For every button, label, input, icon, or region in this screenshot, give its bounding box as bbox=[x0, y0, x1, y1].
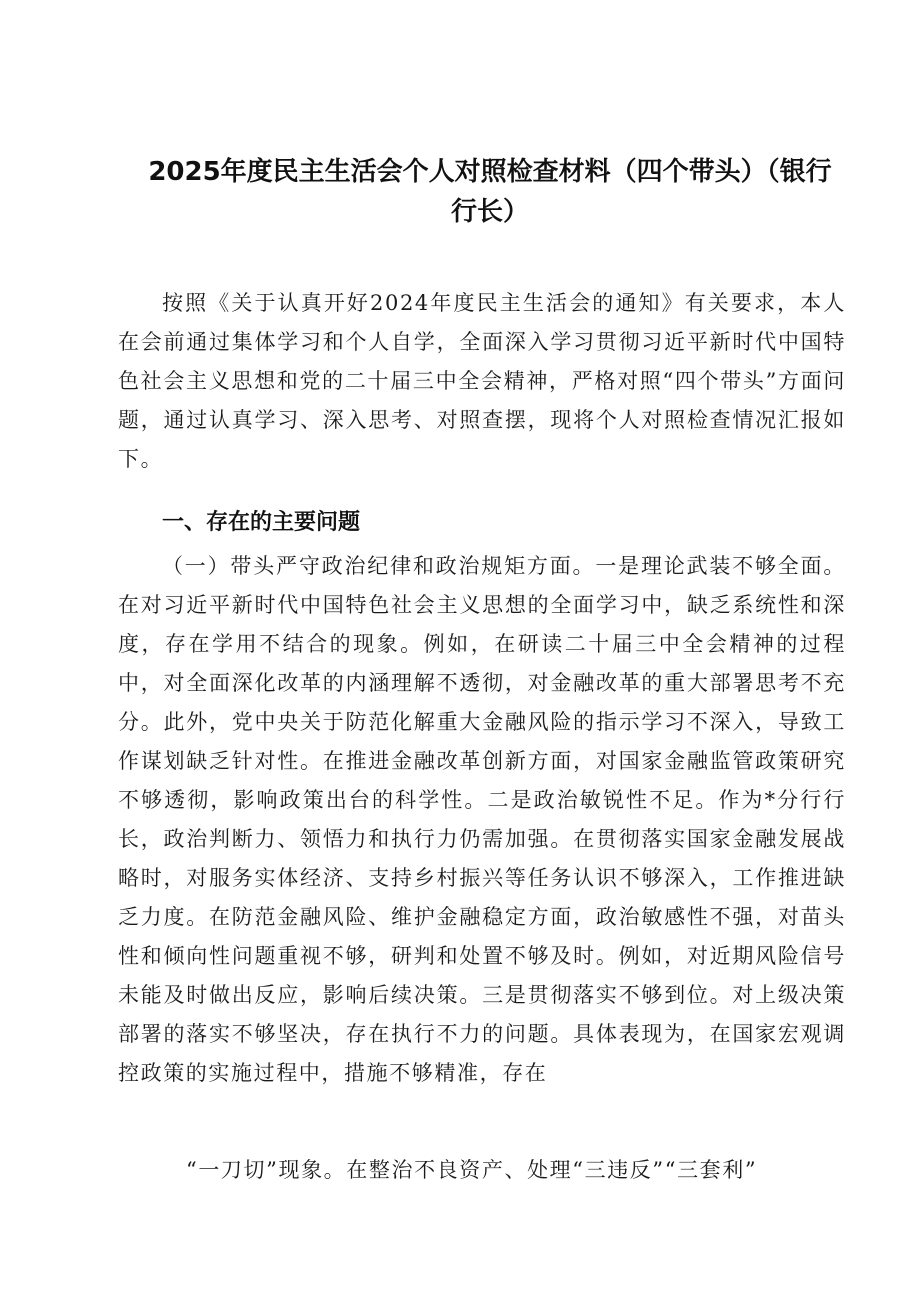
section-heading: 一、存在的主要问题 bbox=[162, 510, 361, 535]
section-paragraph: （一）带头严守政治纪律和政治规矩方面。一是理论武装不够全面。在对习近平新时代中国特色社会主义思想的全面学习中，缺乏系统性和深度，存在学用不结合的现象。例如，在研读二十届三中全会精神的过程中，对全面深化改革的内涵理解不透彻，对金融改革的重大部署思考不充分。此外，党中央关于防范化解重大金融风险的指示学习不深入，导致工作谋划缺乏针对性。在推进金融改革创新方面，对国家金融监管政策研究不够透彻，影响政策出台的科学性。二是政治敏锐性不足。作为*分行行长，政治判断力、领悟力和执行力仍需加强。在贯彻落实国家金融发展战略时，对服务实体经济、支持乡村振兴等任务认识不够深入，工作推进缺乏力度。在防范金融风险、维护金融稳定方面，政治敏感性不强，对苗头性和倾向性问题重视不够，研判和处置不够及时。例如，对近期风险信号未能及时做出反应，影响后续决策。三是贯彻落实不够到位。对上级决策部署的落实不够坚决，存在执行不力的问题。具体表现为，在国家宏观调控政策的实施过程中，措施不够精准，存在 bbox=[118, 554, 846, 1085]
intro-paragraph: 按照《关于认真开好2024年度民主生活会的通知》有关要求，本人在会前通过集体学习和个人自学，全面深入学习贯彻习近平新时代中国特色社会主义思想和党的二十届三中全会精神，严格对照“四个带头”方面问题，通过认真学习、深入思考、对照查摆，现将个人对照检查情况汇报如下。 bbox=[118, 291, 846, 471]
continuation-line: “一刀切”现象。在整治不良资产、处理“三违反”“三套利” bbox=[186, 1158, 758, 1182]
document-title: 2025年度民主生活会个人对照检查材料（四个带头）（银行行长） bbox=[148, 157, 832, 227]
